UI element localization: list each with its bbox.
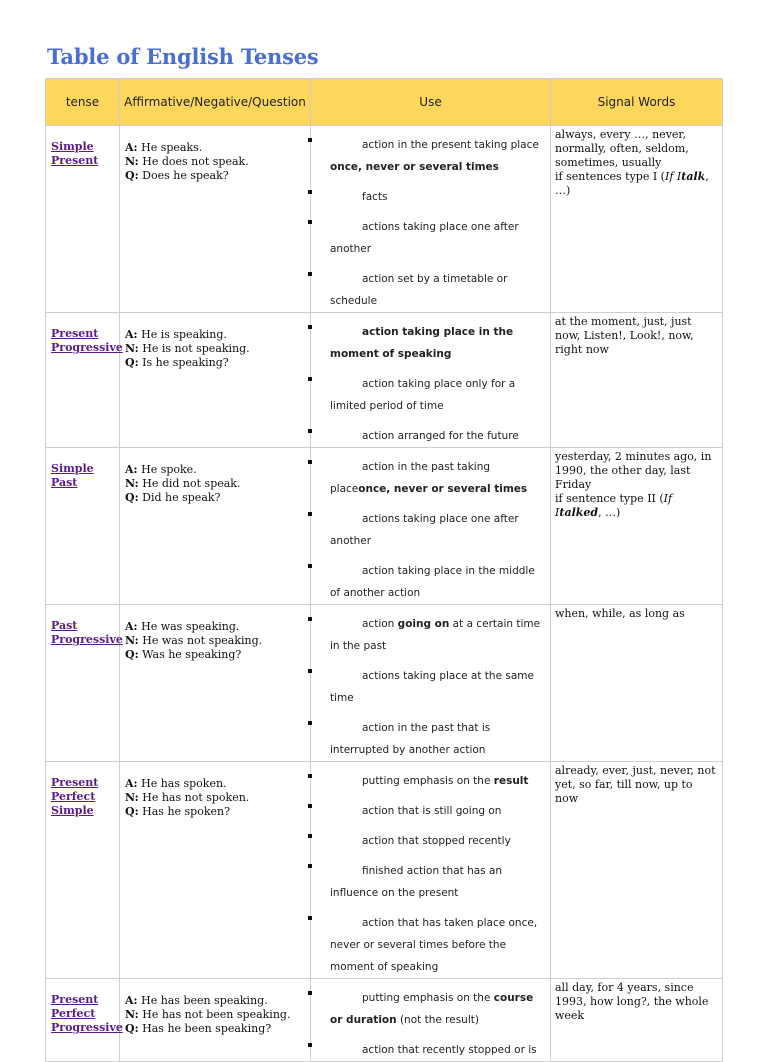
tense-name-line: Present <box>51 154 99 167</box>
tense-name-line: Present <box>51 776 99 789</box>
table-row <box>46 979 723 1062</box>
forms-cell <box>120 605 311 762</box>
use-text <box>330 1039 546 1061</box>
header-forms: Affirmative/Negative/Question <box>120 79 311 126</box>
tense-name-line: Progressive <box>51 633 123 646</box>
question-line <box>125 491 310 505</box>
signal-if-verb: talked <box>559 506 599 519</box>
bullet-icon <box>308 190 312 194</box>
signal-words-cell <box>551 605 723 762</box>
negative-marker: N: <box>125 155 139 168</box>
use-list <box>311 762 550 978</box>
use-list <box>311 313 550 447</box>
negative-marker: N: <box>125 791 139 804</box>
table-row <box>46 605 723 762</box>
use-item <box>311 500 550 552</box>
header-use: Use <box>311 79 551 126</box>
signal-if-verb: talk <box>681 170 706 183</box>
use-text <box>330 717 546 761</box>
bullet-icon <box>308 564 312 568</box>
negative-sentence: He is not speaking. <box>142 342 250 355</box>
question-sentence: Was he speaking? <box>142 648 242 661</box>
use-text-part: finished action that has an influence on the present <box>330 865 503 899</box>
use-text <box>330 613 546 657</box>
use-item <box>311 605 550 657</box>
use-text-part: action <box>362 618 398 630</box>
affirmative-marker: A: <box>125 141 138 154</box>
use-text <box>330 373 546 417</box>
question-marker: Q: <box>125 491 139 504</box>
table-header-row <box>46 79 723 126</box>
use-item <box>311 365 550 417</box>
use-text <box>330 321 546 365</box>
signal-if-subject: If I <box>555 492 673 519</box>
use-item <box>311 552 550 604</box>
use-item <box>311 657 550 709</box>
question-line <box>125 805 310 819</box>
tense-name-line: Progressive <box>51 1021 123 1034</box>
tense-name-line: Simple <box>51 462 94 475</box>
use-text <box>330 425 546 447</box>
question-line <box>125 356 310 370</box>
page-title: Table of English Tenses <box>47 44 319 69</box>
tense-cell <box>46 605 123 762</box>
use-text-emphasis: once, never or several times <box>330 161 499 173</box>
affirmative-sentence: He speaks. <box>141 141 203 154</box>
use-item <box>311 313 550 365</box>
use-text <box>330 860 546 904</box>
tense-link[interactable] <box>46 762 119 818</box>
affirmative-line <box>125 328 310 342</box>
tense-link[interactable] <box>46 313 123 355</box>
use-list <box>311 605 550 761</box>
use-text-part: action that stopped recently <box>362 835 511 847</box>
table-row <box>46 762 723 979</box>
tense-name-line: Present <box>51 327 99 340</box>
use-item <box>311 448 550 500</box>
use-item <box>311 822 550 852</box>
header-signal-words: Signal Words <box>551 79 723 126</box>
forms-cell <box>120 979 311 1062</box>
use-item <box>311 260 550 312</box>
use-text <box>330 456 546 500</box>
use-text-part: action that is still going on <box>362 805 502 817</box>
bullet-icon <box>308 991 312 995</box>
header-tense: tense <box>46 79 120 126</box>
use-item <box>311 709 550 761</box>
bullet-icon <box>308 429 312 433</box>
use-text-part: actions taking place one after another <box>330 513 519 547</box>
use-item <box>311 979 550 1031</box>
signal-words-text: always, every …, never, normally, often, seldom, sometimes, usually <box>555 128 689 169</box>
use-item <box>311 852 550 904</box>
use-item <box>311 208 550 260</box>
use-text-part: (not the result) <box>396 1014 479 1026</box>
affirmative-line <box>125 620 310 634</box>
question-marker: Q: <box>125 169 139 182</box>
use-text <box>330 134 546 178</box>
negative-marker: N: <box>125 634 139 647</box>
use-text-part: facts <box>362 191 388 203</box>
use-item <box>311 792 550 822</box>
tense-name-line: Perfect <box>51 790 96 803</box>
affirmative-marker: A: <box>125 994 138 1007</box>
signal-if-example <box>665 170 705 183</box>
use-text-emphasis: course or duration <box>330 992 534 1026</box>
use-text-emphasis: going on <box>397 618 450 630</box>
negative-line <box>125 791 310 805</box>
forms-cell <box>120 313 311 448</box>
affirmative-marker: A: <box>125 463 138 476</box>
signal-if-subject: If I <box>664 170 682 183</box>
use-cell <box>311 126 551 313</box>
use-text <box>330 800 546 822</box>
bullet-icon <box>308 834 312 838</box>
bullet-icon <box>308 804 312 808</box>
tense-link[interactable] <box>46 448 119 490</box>
negative-sentence: He has not been speaking. <box>142 1008 291 1021</box>
use-item <box>311 904 550 978</box>
affirmative-line <box>125 141 310 155</box>
negative-sentence: He was not speaking. <box>142 634 263 647</box>
use-text-part: action that recently stopped or is <box>362 1044 537 1056</box>
forms-cell <box>120 126 311 313</box>
bullet-icon <box>308 669 312 673</box>
affirmative-line <box>125 463 310 477</box>
negative-line <box>125 477 310 491</box>
use-text-emphasis: action taking place in the moment of speaking <box>330 326 514 360</box>
tense-name-line: Past <box>51 476 78 489</box>
tense-cell <box>46 126 120 313</box>
use-text-part: putting emphasis on the <box>362 775 494 787</box>
use-text-part: action taking place in the middle of another action <box>330 565 535 599</box>
use-text-part: at a certain time in the past <box>330 618 541 652</box>
use-text-part: action set by a timetable or schedule <box>330 273 508 307</box>
tense-name-line: Past <box>51 619 78 632</box>
signal-if-sentence <box>555 492 718 520</box>
tense-name-line: Perfect <box>51 1007 96 1020</box>
tense-name-line: Simple <box>51 804 94 817</box>
affirmative-line <box>125 994 310 1008</box>
negative-line <box>125 155 310 169</box>
use-text <box>330 508 546 552</box>
question-marker: Q: <box>125 805 139 818</box>
question-line <box>125 169 310 183</box>
bullet-icon <box>308 864 312 868</box>
question-sentence: Is he speaking? <box>142 356 229 369</box>
affirmative-marker: A: <box>125 328 138 341</box>
use-text <box>330 987 546 1031</box>
table-row <box>46 313 723 448</box>
use-text-part: action in the past that is interrupted by another action <box>330 722 491 756</box>
question-marker: Q: <box>125 356 139 369</box>
use-text-part: action that has taken place once, never or several times before the moment of speaking <box>330 917 538 973</box>
bullet-icon <box>308 617 312 621</box>
use-text <box>330 186 546 208</box>
use-text-emphasis: result <box>493 775 529 787</box>
signal-words-text: at the moment, just, just now, Listen!, Look!, now, right now <box>555 315 694 356</box>
use-text <box>330 770 546 792</box>
bullet-icon <box>308 325 312 329</box>
tenses-table <box>45 78 723 1062</box>
signal-words-text: yesterday, 2 minutes ago, in 1990, the other day, last Friday <box>555 450 712 491</box>
signal-words-text: already, ever, just, never, not yet, so far, till now, up to now <box>555 764 716 805</box>
use-text-part: action taking place only for a limited period of time <box>330 378 516 412</box>
bullet-icon <box>308 721 312 725</box>
bullet-icon <box>308 377 312 381</box>
negative-sentence: He did not speak. <box>142 477 241 490</box>
tense-link[interactable] <box>46 605 123 647</box>
affirmative-sentence: He is speaking. <box>141 328 227 341</box>
negative-line <box>125 342 310 356</box>
negative-sentence: He has not spoken. <box>142 791 250 804</box>
bullet-icon <box>308 774 312 778</box>
signal-words-cell <box>551 448 723 605</box>
use-item <box>311 178 550 208</box>
use-text-part: action arranged for the future <box>362 430 519 442</box>
question-line <box>125 648 310 662</box>
bullet-icon <box>308 512 312 516</box>
affirmative-marker: A: <box>125 777 138 790</box>
negative-marker: N: <box>125 342 139 355</box>
signal-if-suffix: , …) <box>598 506 621 519</box>
signal-words-cell <box>551 762 723 979</box>
use-text-part: actions taking place at the same time <box>330 670 534 704</box>
negative-marker: N: <box>125 1008 139 1021</box>
negative-line <box>125 634 310 648</box>
question-marker: Q: <box>125 648 139 661</box>
negative-sentence: He does not speak. <box>142 155 249 168</box>
use-text-part: putting emphasis on the <box>362 992 494 1004</box>
bullet-icon <box>308 220 312 224</box>
use-text <box>330 560 546 604</box>
signal-words-cell <box>551 313 723 448</box>
use-text-part: action in the past taking place <box>330 461 491 495</box>
use-cell <box>311 605 551 762</box>
question-marker: Q: <box>125 1022 139 1035</box>
question-sentence: Has he spoken? <box>142 805 231 818</box>
use-text-emphasis: once, never or several times <box>358 483 528 495</box>
tense-cell <box>46 762 120 979</box>
forms-cell <box>120 448 311 605</box>
use-item <box>311 762 550 792</box>
tense-link[interactable] <box>46 979 123 1035</box>
tense-name-line: Present <box>51 993 99 1006</box>
use-text <box>330 216 546 260</box>
signal-words-cell <box>551 126 723 313</box>
use-text <box>330 912 546 978</box>
use-cell <box>311 313 551 448</box>
signal-if-prefix: if sentences type I ( <box>555 170 665 183</box>
question-sentence: Does he speak? <box>142 169 229 182</box>
affirmative-marker: A: <box>125 620 138 633</box>
signal-if-sentence <box>555 170 718 198</box>
use-text-part: action in the present taking place <box>362 139 539 151</box>
use-cell <box>311 979 551 1062</box>
forms-cell <box>120 762 311 979</box>
affirmative-sentence: He spoke. <box>141 463 197 476</box>
affirmative-sentence: He has been speaking. <box>141 994 268 1007</box>
signal-words-text: when, while, as long as <box>555 607 685 620</box>
use-item <box>311 1031 550 1061</box>
question-sentence: Has he been speaking? <box>142 1022 272 1035</box>
use-text <box>330 665 546 709</box>
affirmative-sentence: He has spoken. <box>141 777 227 790</box>
bullet-icon <box>308 460 312 464</box>
use-item <box>311 126 550 178</box>
tense-cell <box>46 313 123 448</box>
use-text <box>330 268 546 312</box>
signal-if-prefix: if sentence type II ( <box>555 492 664 505</box>
table-row <box>46 448 723 605</box>
use-list <box>311 979 550 1061</box>
bullet-icon <box>308 916 312 920</box>
tense-name-line: Progressive <box>51 341 123 354</box>
negative-line <box>125 1008 310 1022</box>
use-list <box>311 126 550 312</box>
question-sentence: Did he speak? <box>142 491 221 504</box>
affirmative-line <box>125 777 310 791</box>
table-row <box>46 126 723 313</box>
use-cell <box>311 448 551 605</box>
question-line <box>125 1022 310 1036</box>
bullet-icon <box>308 1043 312 1047</box>
bullet-icon <box>308 272 312 276</box>
tense-name-line: Simple <box>51 140 94 153</box>
tense-cell <box>46 448 120 605</box>
bullet-icon <box>308 138 312 142</box>
signal-words-text: all day, for 4 years, since 1993, how long?, the whole week <box>555 981 709 1022</box>
signal-if-suffix: , …) <box>555 170 709 197</box>
affirmative-sentence: He was speaking. <box>141 620 240 633</box>
signal-words-cell <box>551 979 723 1062</box>
negative-marker: N: <box>125 477 139 490</box>
use-text-part: actions taking place one after another <box>330 221 519 255</box>
use-cell <box>311 762 551 979</box>
use-item <box>311 417 550 447</box>
use-text <box>330 830 546 852</box>
tense-link[interactable] <box>46 126 119 168</box>
use-list <box>311 448 550 604</box>
tense-cell <box>46 979 123 1062</box>
